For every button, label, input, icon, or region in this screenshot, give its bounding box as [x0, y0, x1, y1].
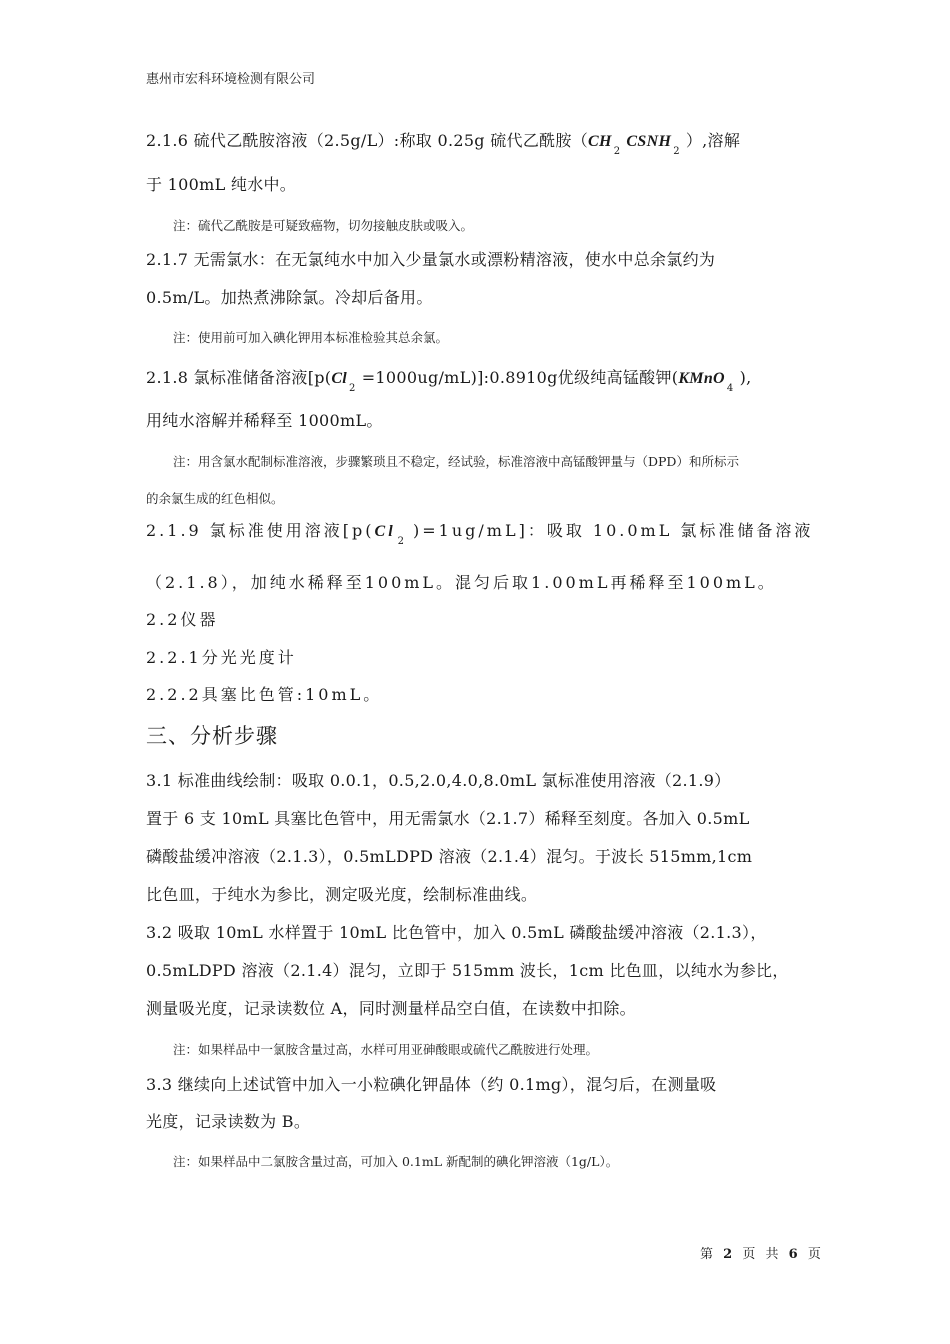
chem-formula-ch2: CH [588, 133, 612, 150]
section-2-1-7-note: 注：使用前可加入碘化钾用本标准检验其总余氯。 [173, 330, 449, 345]
chem-formula-cl2: Cl [374, 523, 396, 540]
page-footer: 第 2 页 共 6 页 [700, 1247, 824, 1262]
section-3-2-line3: 测量吸光度，记录读数位 A，同时测量样品空白值，在读数中扣除。 [146, 999, 636, 1018]
section-2-2-2: 2.2.2具塞比色管:10mL。 [146, 685, 383, 704]
section-2-2-title: 2.2仪器 [146, 610, 219, 629]
section-3-1-line2: 置于 6 支 10mL 具塞比色管中，用无需氯水（2.1.7）稀释至刻度。各加入 0.5mL [146, 809, 750, 828]
chem-formula-csnh2: CSNH [626, 133, 672, 150]
section-2-1-8-line2: 用纯水溶解并稀释至 1000mL。 [146, 411, 383, 430]
section-2-1-7-line2: 0.5m/L。加热煮沸除氯。冷却后备用。 [146, 288, 433, 307]
section-3-2-line1: 3.2 吸取 10mL 水样置于 10mL 比色管中，加入 0.5mL 磷酸盐缓冲溶液（2.1.3）， [146, 923, 767, 942]
section-2-1-8-note1: 注：用含氯水配制标准溶液，步骤繁琐且不稳定，经试验，标准溶液中高锰酸钾量与（DPD）和所标示 [173, 454, 739, 469]
section-3-heading: 三、分析步骤 [146, 724, 278, 748]
section-3-1-line1: 3.1 标准曲线绘制：吸取 0.0.1，0.5,2.0,4.0,8.0mL 氯标准使用溶液（2.1.9） [146, 771, 731, 790]
company-header: 惠州市宏科环境检测有限公司 [146, 72, 316, 87]
section-3-1-line3: 磷酸盐缓冲溶液（2.1.3），0.5mLDPD 溶液（2.1.4）混匀。于波长 515mm,1cm [146, 847, 753, 866]
section-3-2-note: 注：如果样品中一氯胺含量过高，水样可用亚砷酸眼或硫代乙酰胺进行处理。 [173, 1042, 599, 1057]
section-3-3-line1: 3.3 继续向上述试管中加入一小粒碘化钾晶体（约 0.1mg），混匀后，在测量吸 [146, 1075, 717, 1094]
section-2-2-1: 2.2.1分光光度计 [146, 648, 297, 667]
section-2-1-8-note2: 的余氯生成的红色相似。 [146, 491, 284, 506]
section-2-1-7-line1: 2.1.7 无需氯水：在无氯纯水中加入少量氯水或漂粉精溶液，使水中总余氯约为 [146, 250, 716, 269]
section-2-1-9-line2: （2.1.8），加纯水稀释至100mL。混匀后取1.00mL再稀释至100mL。 [146, 573, 777, 592]
section-2-1-6-line1: 2.1.6 硫代乙酰胺溶液（2.5g/L）:称取 0.25g 硫代乙酰胺$(CH_2CSNH_2)$,溶解 [146, 131, 741, 157]
section-3-1-line4: 比色皿，于纯水为参比，测定吸光度，绘制标准曲线。 [146, 885, 538, 904]
chem-formula-cl2: Cl [331, 370, 348, 387]
section-3-3-note: 注：如果样品中二氯胺含量过高，可加入 0.1mL 新配制的碘化钾溶液（1g/L）。 [173, 1154, 619, 1169]
current-page-number: 2 [723, 1247, 736, 1262]
section-2-1-6-note: 注：硫代乙酰胺是可疑致癌物，切勿接触皮肤或吸入。 [173, 218, 474, 233]
total-page-count: 6 [788, 1247, 801, 1262]
section-2-1-6-line2: 于 100mL 纯水中。 [146, 175, 297, 194]
section-3-2-line2: 0.5mLDPD 溶液（2.1.4）混匀，立即于 515mm 波长，1cm 比色皿，以纯水为参比， [146, 961, 789, 980]
section-2-1-8-line1: 2.1.8 氯标准储备溶液$[p(Cl_2=1000ug/mL)]:0.8910g$优级纯高锰酸钾(KMnO$_4$), [146, 368, 752, 394]
chem-formula-kmno4: KMnO [678, 370, 725, 387]
section-3-3-line2: 光度，记录读数为 B。 [146, 1112, 311, 1131]
section-2-1-9-line1: 2.1.9 氯标准使用溶液$[p(Cl_2)=1ug/mL]$：吸取 10.0mL 氯标准储备溶液 [146, 521, 814, 547]
